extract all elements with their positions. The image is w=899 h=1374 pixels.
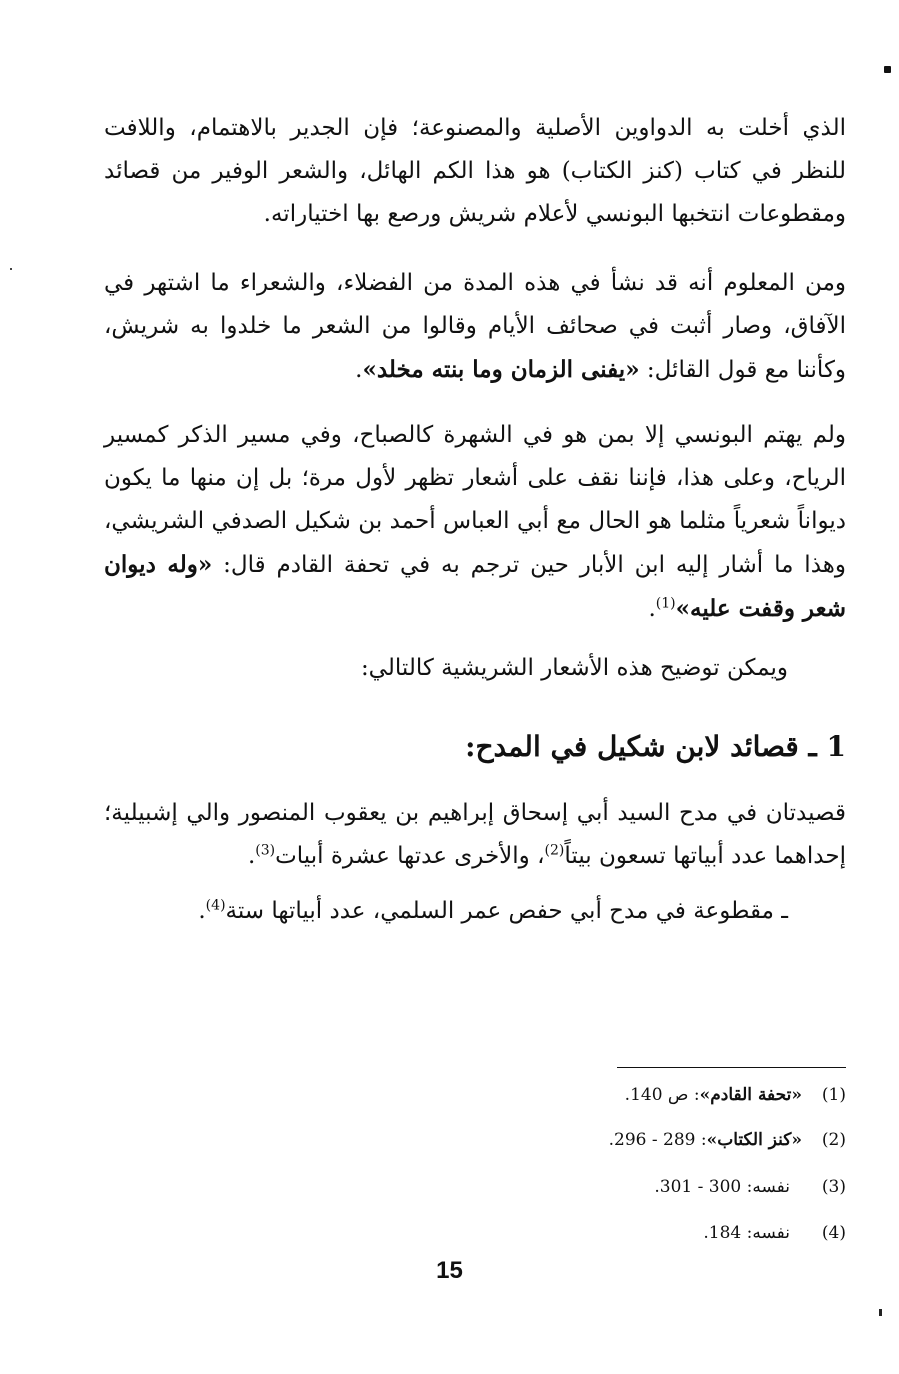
quote-bold: «وله ديوان شعر وقفت عليه» xyxy=(104,551,846,622)
paragraph-5-text: قصيدتان في مدح السيد أبي إسحاق إبراهيم بن يعقوب المنصور والي إشبيلية؛ إحداهما عدد أبياتها تسعون بيتاً xyxy=(104,800,846,869)
page-number: 15 xyxy=(436,1257,463,1284)
scan-mark xyxy=(879,1309,882,1316)
paragraph-3 xyxy=(104,414,846,631)
footnote-number: (4) xyxy=(821,1223,846,1243)
footnote-2 xyxy=(609,1125,846,1155)
paragraph-6-text: ـ مقطوعة في مدح أبي حفص عمر السلمي، عدد أبياتها ستة xyxy=(225,898,788,924)
paragraph-5-end: . xyxy=(247,843,256,869)
paragraph-5 xyxy=(104,792,846,878)
paragraph-3-end: . xyxy=(648,596,656,622)
paragraph-2 xyxy=(104,262,846,392)
paragraph-3-text: ولم يهتم البونسي إلا بمن هو في الشهرة كالصباح، وفي مسير الذكر كمسير الرياح، وعلى هذا، فإننا نقف على أشعار تظهر لأول مرة؛ بل إن منها ما يكون ديواناً شعرياً مثلما هو الحال مع أبي العباس أحمد بن شكيل الصدفي الشريشي، وهذا ما أشار إليه ابن الأبار حين ترجم به في تحفة القادم قال: xyxy=(104,422,846,578)
footnote-1 xyxy=(625,1080,846,1110)
footnote-text: : 289 - 296. xyxy=(608,1130,707,1150)
paragraph-6-end: . xyxy=(198,898,206,924)
paragraph-4: ويمكن توضيح هذه الأشعار الشريشية كالتالي: xyxy=(360,655,788,681)
scan-mark xyxy=(884,66,891,73)
section-heading: 1 ـ قصائد لابن شكيل في المدح: xyxy=(465,730,846,763)
footnote-title: «تحفة القادم» xyxy=(699,1085,802,1105)
quote-bold: «يفنى الزمان وما بنته مخلد» xyxy=(362,356,640,383)
paragraph-5-text-b: ، والأخرى عدتها عشرة أبيات xyxy=(275,843,545,869)
footnote-number: (3) xyxy=(821,1177,846,1197)
footnote-3 xyxy=(654,1172,846,1202)
footnote-number: (2) xyxy=(821,1130,846,1150)
footnote-title: «كنز الكتاب» xyxy=(706,1130,802,1150)
paragraph-6 xyxy=(104,890,846,933)
footnote-ref-1: (1) xyxy=(655,595,676,612)
footnote-ref-2: (2) xyxy=(544,842,565,859)
footnote-separator xyxy=(617,1067,846,1068)
footnote-text: نفسه: 300 - 301. xyxy=(654,1177,790,1197)
paragraph-1: الذي أخلت به الدواوين الأصلية والمصنوعة؛ فإن الجدير بالاهتمام، واللافت للنظر في كتاب (كنز الكتاب) هو هذا الكم الهائل، والشعر الوفير من قصائد ومقطوعات انتخبها البونسي لأعلام شريش ورصع بها اختياراته. xyxy=(104,115,846,227)
footnote-number: (1) xyxy=(821,1085,846,1105)
footnote-ref-4: (4) xyxy=(205,897,226,914)
footnote-text: نفسه: 184. xyxy=(703,1223,790,1243)
scan-speck xyxy=(10,268,12,270)
footnote-text: : ص 140. xyxy=(624,1085,700,1105)
paragraph-2-end: . xyxy=(355,357,363,383)
footnote-4 xyxy=(703,1218,846,1248)
paragraph-2-text: ومن المعلوم أنه قد نشأ في هذه المدة من الفضلاء، والشعراء ما اشتهر في الآفاق، وصار أثبت في صحائف الأيام وقالوا من الشعر ما خلدوا به شريش، وكأننا مع قول القائل: xyxy=(104,270,846,383)
footnote-ref-3: (3) xyxy=(255,842,276,859)
